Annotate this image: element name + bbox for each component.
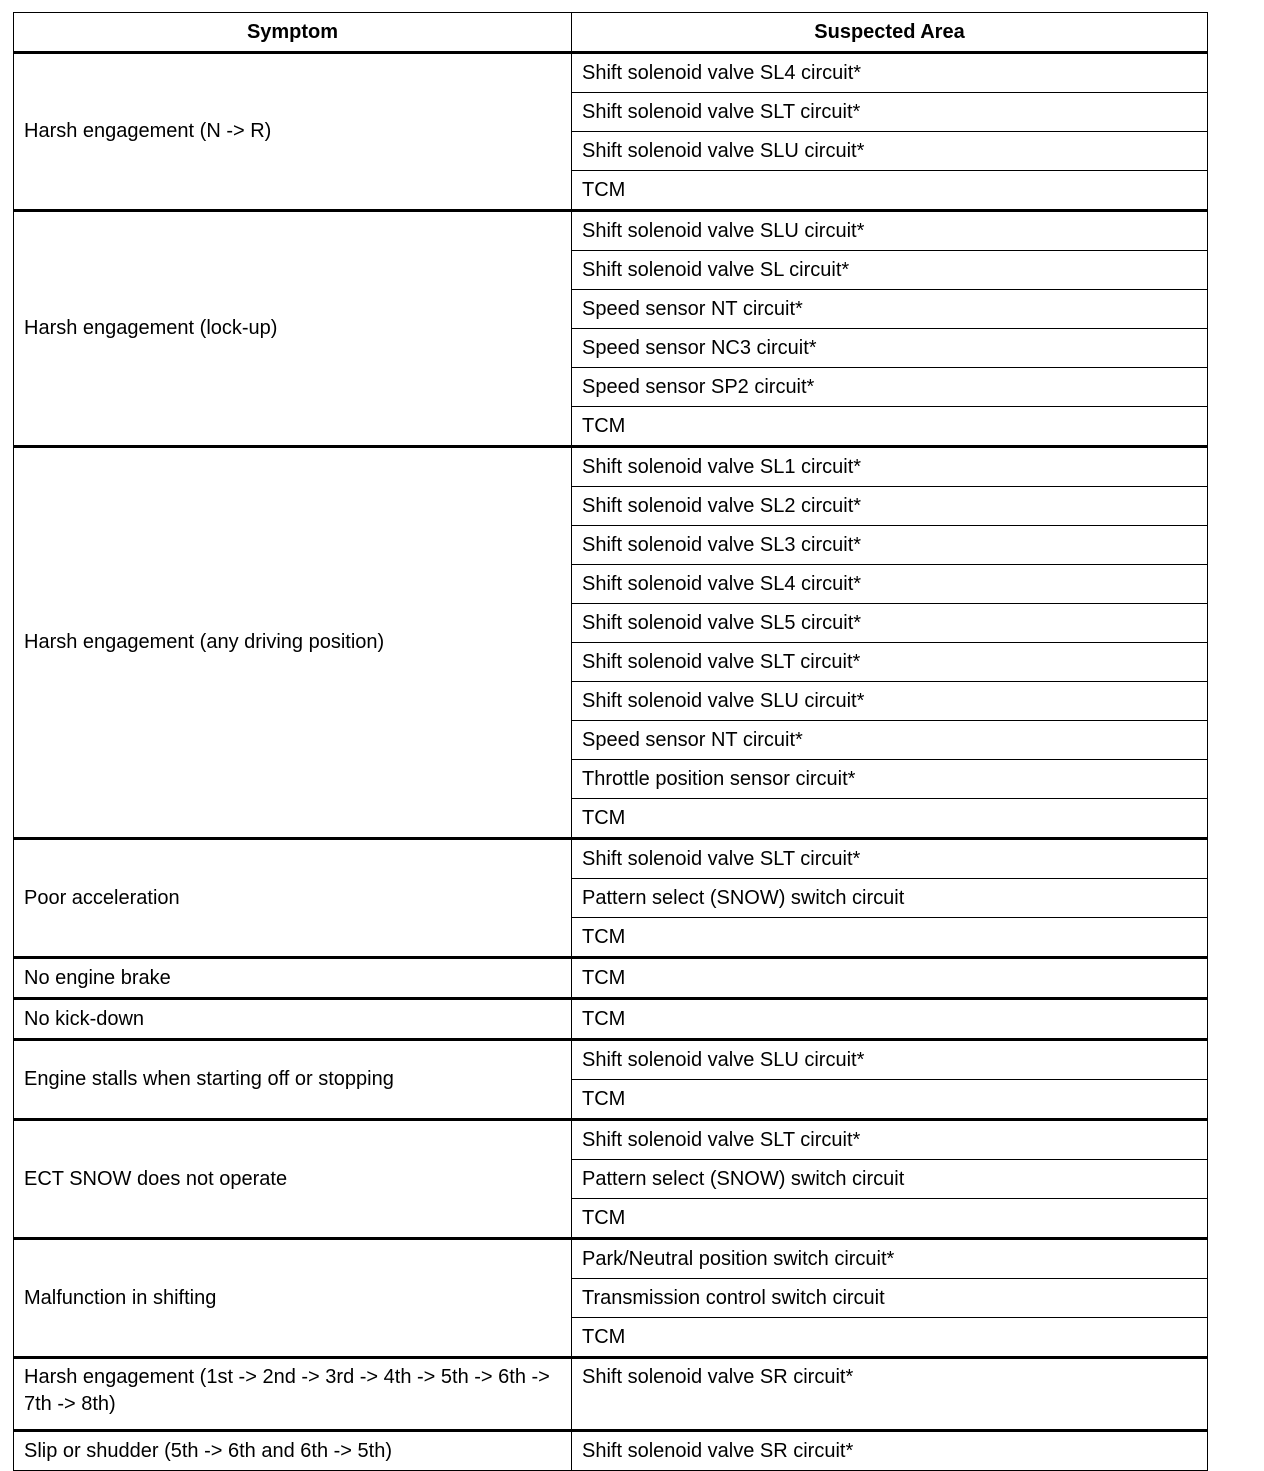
suspected-area-cell: TCM (572, 999, 1208, 1040)
suspected-area-cell: Shift solenoid valve SLU circuit* (572, 1040, 1208, 1080)
symptom-cell: Malfunction in shifting (14, 1239, 572, 1358)
suspected-area-cell: Speed sensor NC3 circuit* (572, 329, 1208, 368)
table-row (14, 1431, 1208, 1471)
symptom-cell: ECT SNOW does not operate (14, 1120, 572, 1239)
suspected-area-cell: TCM (572, 1199, 1208, 1239)
suspected-area-cell: Shift solenoid valve SL4 circuit* (572, 53, 1208, 93)
suspected-area-cell: Park/Neutral position switch circuit* (572, 1239, 1208, 1279)
suspected-area-cell: TCM (572, 918, 1208, 958)
suspected-area-cell: Shift solenoid valve SLT circuit* (572, 1120, 1208, 1160)
suspected-area-cell: TCM (572, 1080, 1208, 1120)
suspected-area-cell: Pattern select (SNOW) switch circuit (572, 879, 1208, 918)
table-row (14, 211, 1208, 251)
table-row (14, 999, 1208, 1040)
table-row (14, 447, 1208, 487)
symptom-cell: Harsh engagement (N -> R) (14, 53, 572, 211)
symptom-cell: No kick-down (14, 999, 572, 1040)
table-row (14, 1239, 1208, 1279)
table-row (14, 958, 1208, 999)
suspected-area-cell: Shift solenoid valve SLT circuit* (572, 839, 1208, 879)
suspected-area-cell: Shift solenoid valve SLT circuit* (572, 93, 1208, 132)
suspected-area-cell: Shift solenoid valve SLT circuit* (572, 643, 1208, 682)
symptom-cell: Poor acceleration (14, 839, 572, 958)
symptom-cell: Slip or shudder (5th -> 6th and 6th -> 5th) (14, 1431, 572, 1471)
suspected-area-cell: Shift solenoid valve SLU circuit* (572, 682, 1208, 721)
suspected-area-cell: Shift solenoid valve SL circuit* (572, 251, 1208, 290)
suspected-area-cell: Shift solenoid valve SL2 circuit* (572, 487, 1208, 526)
suspected-area-cell: TCM (572, 171, 1208, 211)
suspected-area-cell: TCM (572, 799, 1208, 839)
suspected-area-cell: Shift solenoid valve SLU circuit* (572, 211, 1208, 251)
symptom-cell: No engine brake (14, 958, 572, 999)
symptom-cell: Engine stalls when starting off or stopping (14, 1040, 572, 1120)
suspected-area-cell: Shift solenoid valve SL5 circuit* (572, 604, 1208, 643)
suspected-area-cell: TCM (572, 1318, 1208, 1358)
symptom-table (13, 12, 1208, 1471)
table-row (14, 1040, 1208, 1080)
table-row (14, 839, 1208, 879)
suspected-area-cell: Transmission control switch circuit (572, 1279, 1208, 1318)
suspected-area-cell: Speed sensor SP2 circuit* (572, 368, 1208, 407)
suspected-area-cell: Speed sensor NT circuit* (572, 721, 1208, 760)
suspected-area-cell: Shift solenoid valve SL1 circuit* (572, 447, 1208, 487)
symptom-cell: Harsh engagement (any driving position) (14, 447, 572, 839)
suspected-area-cell: Shift solenoid valve SL3 circuit* (572, 526, 1208, 565)
suspected-area-cell: Shift solenoid valve SLU circuit* (572, 132, 1208, 171)
suspected-area-cell: TCM (572, 407, 1208, 447)
suspected-area-cell: Throttle position sensor circuit* (572, 760, 1208, 799)
suspected-area-cell: Pattern select (SNOW) switch circuit (572, 1160, 1208, 1199)
table-body (14, 53, 1208, 1471)
symptom-column-header: Symptom (14, 13, 572, 53)
suspected-area-cell: Shift solenoid valve SL4 circuit* (572, 565, 1208, 604)
header-row (14, 13, 1208, 53)
symptom-cell: Harsh engagement (lock-up) (14, 211, 572, 447)
symptom-cell: Harsh engagement (1st -> 2nd -> 3rd -> 4th -> 5th -> 6th -> 7th -> 8th) (14, 1358, 572, 1431)
table-row (14, 1358, 1208, 1431)
suspected-area-cell: Shift solenoid valve SR circuit* (572, 1358, 1208, 1431)
table-row (14, 53, 1208, 93)
suspected-area-cell: Speed sensor NT circuit* (572, 290, 1208, 329)
table-row (14, 1120, 1208, 1160)
suspected-area-cell: TCM (572, 958, 1208, 999)
suspected-area-cell: Shift solenoid valve SR circuit* (572, 1431, 1208, 1471)
suspected-area-column-header: Suspected Area (572, 13, 1208, 53)
